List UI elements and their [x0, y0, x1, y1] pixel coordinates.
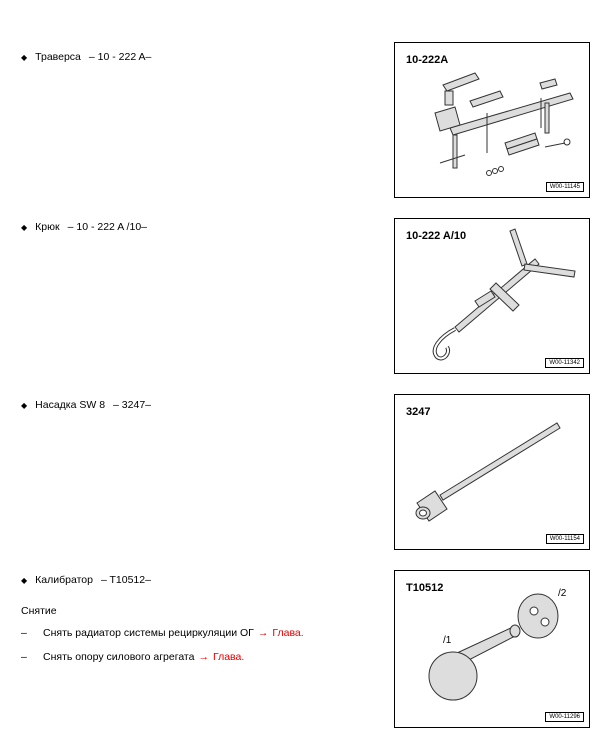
diamond-bullet-icon: ◆ [21, 52, 28, 62]
figure-calibrator [394, 570, 590, 728]
diamond-bullet-icon: ◆ [21, 575, 28, 585]
tool-row-calibrator [21, 574, 151, 586]
figure-title: 3247 [406, 406, 431, 418]
right-arrow-icon: → [198, 651, 209, 663]
tool-code: – 3247– [113, 399, 152, 411]
tool-name: Крюк [35, 221, 60, 233]
figure-traversa [394, 42, 590, 198]
figure-socket [394, 394, 590, 550]
figure-code: W00-11342 [545, 358, 584, 368]
chapter-link[interactable]: Глава. [272, 627, 304, 639]
figure-title: 10-222A [406, 54, 449, 66]
tool-code: – T10512– [100, 574, 151, 586]
chapter-link[interactable]: Глава. [212, 651, 245, 663]
label-1: /1 [443, 635, 452, 646]
tool-code: – 10 - 222 A– [88, 51, 152, 63]
hook-drawing [395, 219, 591, 375]
step-1 [21, 627, 304, 639]
dash: – [21, 627, 27, 639]
traversa-drawing [395, 43, 591, 199]
figure-hook [394, 218, 590, 374]
tool-name: Траверса [35, 51, 81, 63]
figure-code: W00-11145 [546, 182, 584, 192]
right-arrow-icon: → [257, 627, 269, 639]
tool-name: Калибратор [35, 574, 93, 586]
socket-drawing [395, 395, 591, 551]
label-2: /2 [558, 588, 567, 599]
figure-code: W00-11154 [546, 534, 584, 544]
step-text: Снять радиатор системы рециркуляции ОГ [43, 627, 254, 639]
tool-row-socket [21, 399, 151, 411]
tool-row-hook [21, 221, 147, 233]
tool-row-traversa [21, 51, 151, 63]
tool-code: – 10 - 222 A /10– [67, 221, 147, 233]
section-title: Снятие [21, 605, 57, 617]
figure-title: 10-222 A/10 [406, 230, 467, 242]
step-2 [21, 651, 244, 663]
diamond-bullet-icon: ◆ [21, 400, 28, 410]
figure-code: W00-11296 [545, 712, 584, 722]
tool-name: Насадка SW 8 [35, 399, 106, 411]
figure-title: T10512 [406, 582, 444, 594]
dash: – [21, 651, 27, 663]
diamond-bullet-icon: ◆ [21, 222, 28, 232]
step-text: Снять опору силового агрегата [43, 651, 195, 663]
calibrator-drawing [395, 571, 591, 729]
